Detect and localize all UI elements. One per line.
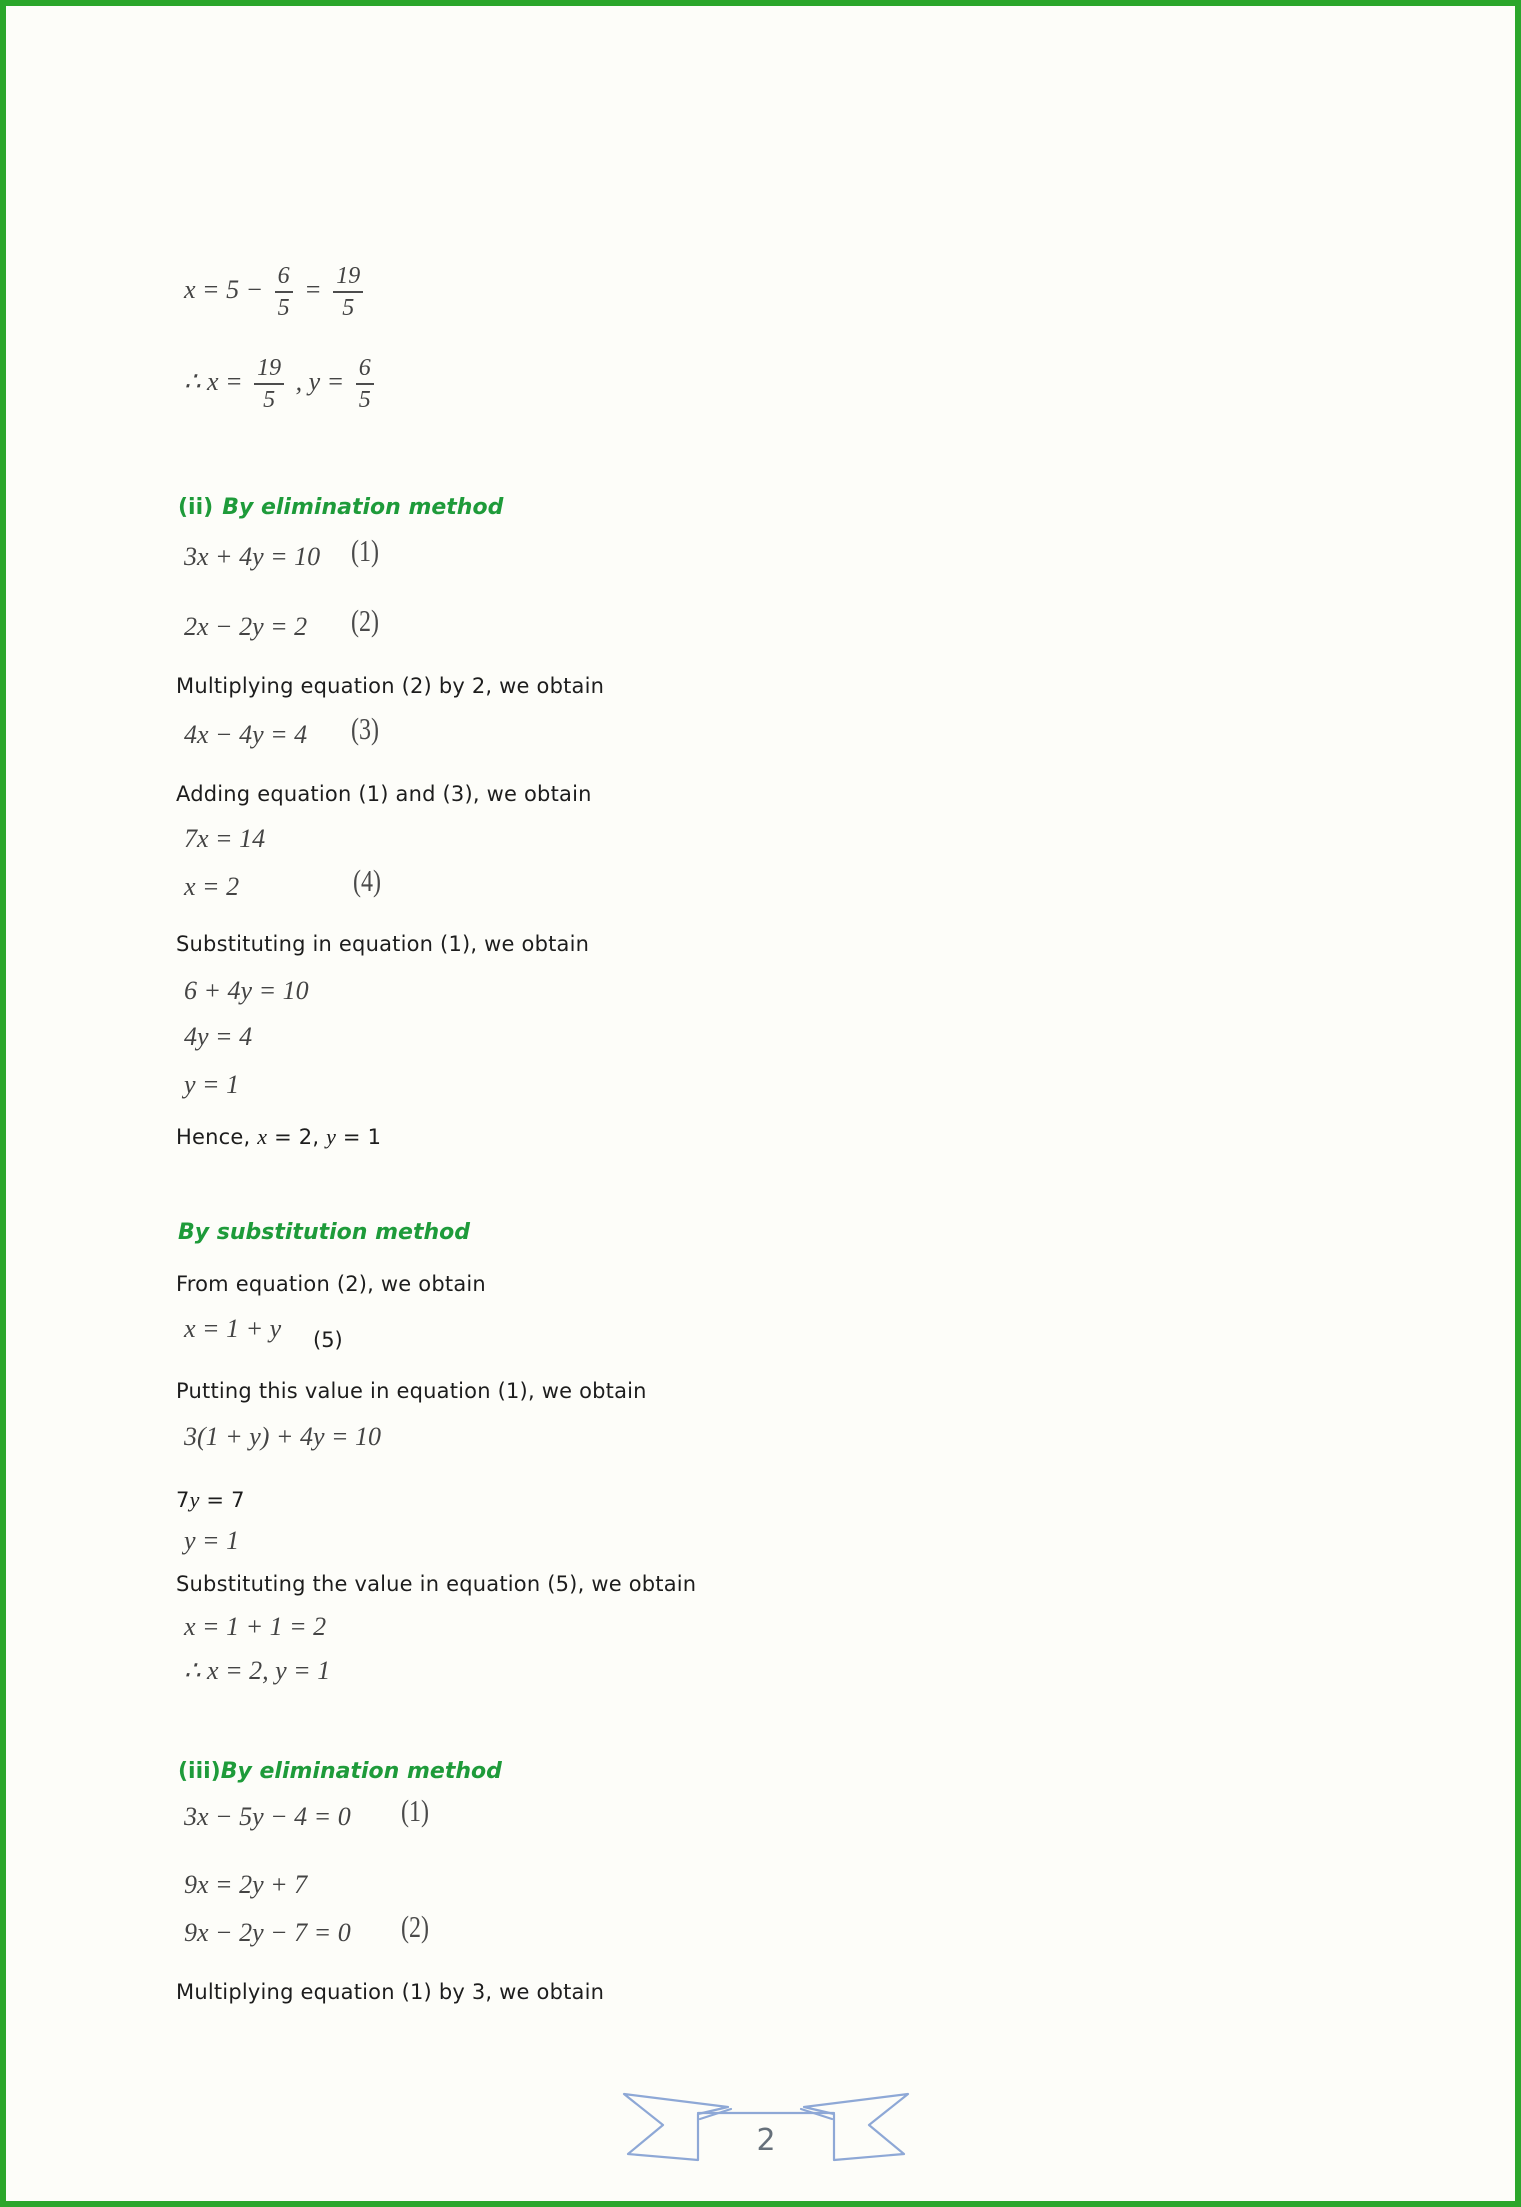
equation-3 — [184, 713, 379, 750]
equation-x-112 — [184, 1612, 326, 1642]
equation-text: 3x + 4y = 10 — [184, 542, 321, 571]
variable-y: y — [326, 1124, 337, 1149]
paragraph-substituting-eq1: Substituting in equation (1), we obtain — [176, 932, 590, 956]
fraction-denominator: 5 — [263, 387, 276, 413]
equation-text: y = 1 — [184, 1070, 240, 1099]
fraction-numerator: 19 — [336, 263, 361, 289]
fraction-bar — [275, 291, 293, 293]
fraction-denominator: 5 — [277, 295, 290, 321]
ribbon-banner-icon — [616, 2088, 916, 2168]
fraction-numerator: 19 — [257, 355, 282, 381]
equation-9x — [184, 1870, 307, 1900]
page-number: 2 — [756, 2123, 776, 2158]
fraction-6-5 — [275, 264, 293, 320]
heading-title: By substitution method — [178, 1220, 470, 1245]
page-number-ribbon — [616, 2088, 916, 2168]
equation-number: (3) — [351, 713, 379, 747]
equation-text: 3(1 + y) + 4y = 10 — [184, 1422, 382, 1451]
paragraph-7y — [176, 1487, 245, 1513]
variable-x: x — [257, 1124, 268, 1149]
equation-number: (4) — [353, 865, 381, 899]
fraction-bar — [333, 291, 363, 293]
fraction-denominator: 5 — [358, 387, 371, 413]
fraction-19-5 — [254, 356, 284, 412]
paragraph-multiply-eq1: Multiplying equation (1) by 3, we obtain — [176, 1980, 605, 2004]
equation-y1-b — [184, 1526, 239, 1556]
equation-iii-2 — [184, 1911, 429, 1948]
equation-text: x = 2 — [184, 872, 240, 901]
equation-y1-a — [184, 1070, 239, 1100]
equation-7x — [184, 824, 265, 854]
heading-prefix: (ii) — [178, 495, 214, 520]
paragraph-putting-value: Putting this value in equation (1), we obtain — [176, 1379, 647, 1403]
equation-therefore-xy — [184, 356, 379, 412]
equation-text: x = 1 + 1 = 2 — [184, 1612, 327, 1641]
equation-number: (2) — [401, 1911, 429, 1945]
equation-4y — [184, 1022, 252, 1052]
equation-text: x = 1 + y — [184, 1314, 282, 1343]
text: Hence, — [176, 1125, 258, 1149]
fraction-numerator: 6 — [277, 263, 290, 289]
heading-title: By elimination method — [220, 1759, 502, 1784]
fraction-denominator: 5 — [342, 295, 355, 321]
equation-iii-1 — [184, 1795, 429, 1832]
fraction-bar — [254, 383, 284, 385]
equation-text: 6 + 4y = 10 — [184, 976, 309, 1005]
equation-text: 2x − 2y = 2 — [184, 612, 308, 641]
text: = 2, — [267, 1125, 327, 1149]
fraction-numerator: 6 — [358, 355, 371, 381]
equation-number: (2) — [351, 605, 379, 639]
equation-5 — [184, 1314, 343, 1352]
equation-therefore-x2y1 — [184, 1656, 330, 1686]
equation-number: (1) — [351, 535, 379, 569]
paragraph-from-eq2: From equation (2), we obtain — [176, 1272, 486, 1296]
variable-y: y — [189, 1487, 200, 1512]
text: 7 — [176, 1488, 190, 1512]
equation-6-4y — [184, 976, 309, 1006]
equation-3-1y — [184, 1422, 381, 1452]
equation-number: (5) — [313, 1328, 343, 1352]
heading-ii-elimination — [178, 495, 503, 520]
paragraph-hence — [176, 1124, 381, 1150]
equation-x-value — [184, 264, 368, 320]
equation-1 — [184, 535, 379, 572]
equation-text: ∴ x = 2, y = 1 — [184, 1656, 331, 1685]
equation-text: 3x − 5y − 4 = 0 — [184, 1802, 351, 1831]
fraction-bar — [356, 383, 374, 385]
equation-text: 4x − 4y = 4 — [184, 720, 308, 749]
text: = 7 — [199, 1488, 245, 1512]
paragraph-adding-eq: Adding equation (1) and (3), we obtain — [176, 782, 592, 806]
equation-number: (1) — [401, 1795, 429, 1829]
fraction-6-5 — [356, 356, 374, 412]
equation-text: 9x = 2y + 7 — [184, 1870, 308, 1899]
heading-substitution — [178, 1220, 470, 1245]
heading-prefix: (iii) — [178, 1759, 221, 1784]
paragraph-substituting-eq5: Substituting the value in equation (5), we obtain — [176, 1572, 697, 1596]
equation-2 — [184, 605, 379, 642]
equation-text: 9x − 2y − 7 = 0 — [184, 1918, 351, 1947]
equation-text: y = 1 — [184, 1526, 240, 1555]
heading-iii-elimination — [178, 1759, 502, 1784]
paragraph-multiply-eq2: Multiplying equation (2) by 2, we obtain — [176, 674, 605, 698]
equation-text: ∴ x = — [184, 366, 250, 396]
heading-title: By elimination method — [222, 495, 504, 520]
text: = 1 — [336, 1125, 382, 1149]
equation-text: x = 5 − — [184, 274, 270, 304]
equation-text: = — [297, 274, 329, 304]
equation-text: 7x = 14 — [184, 824, 266, 853]
fraction-19-5 — [333, 264, 363, 320]
equation-text: 4y = 4 — [184, 1022, 253, 1051]
equation-4 — [184, 865, 381, 902]
equation-text: , y = — [289, 366, 351, 396]
